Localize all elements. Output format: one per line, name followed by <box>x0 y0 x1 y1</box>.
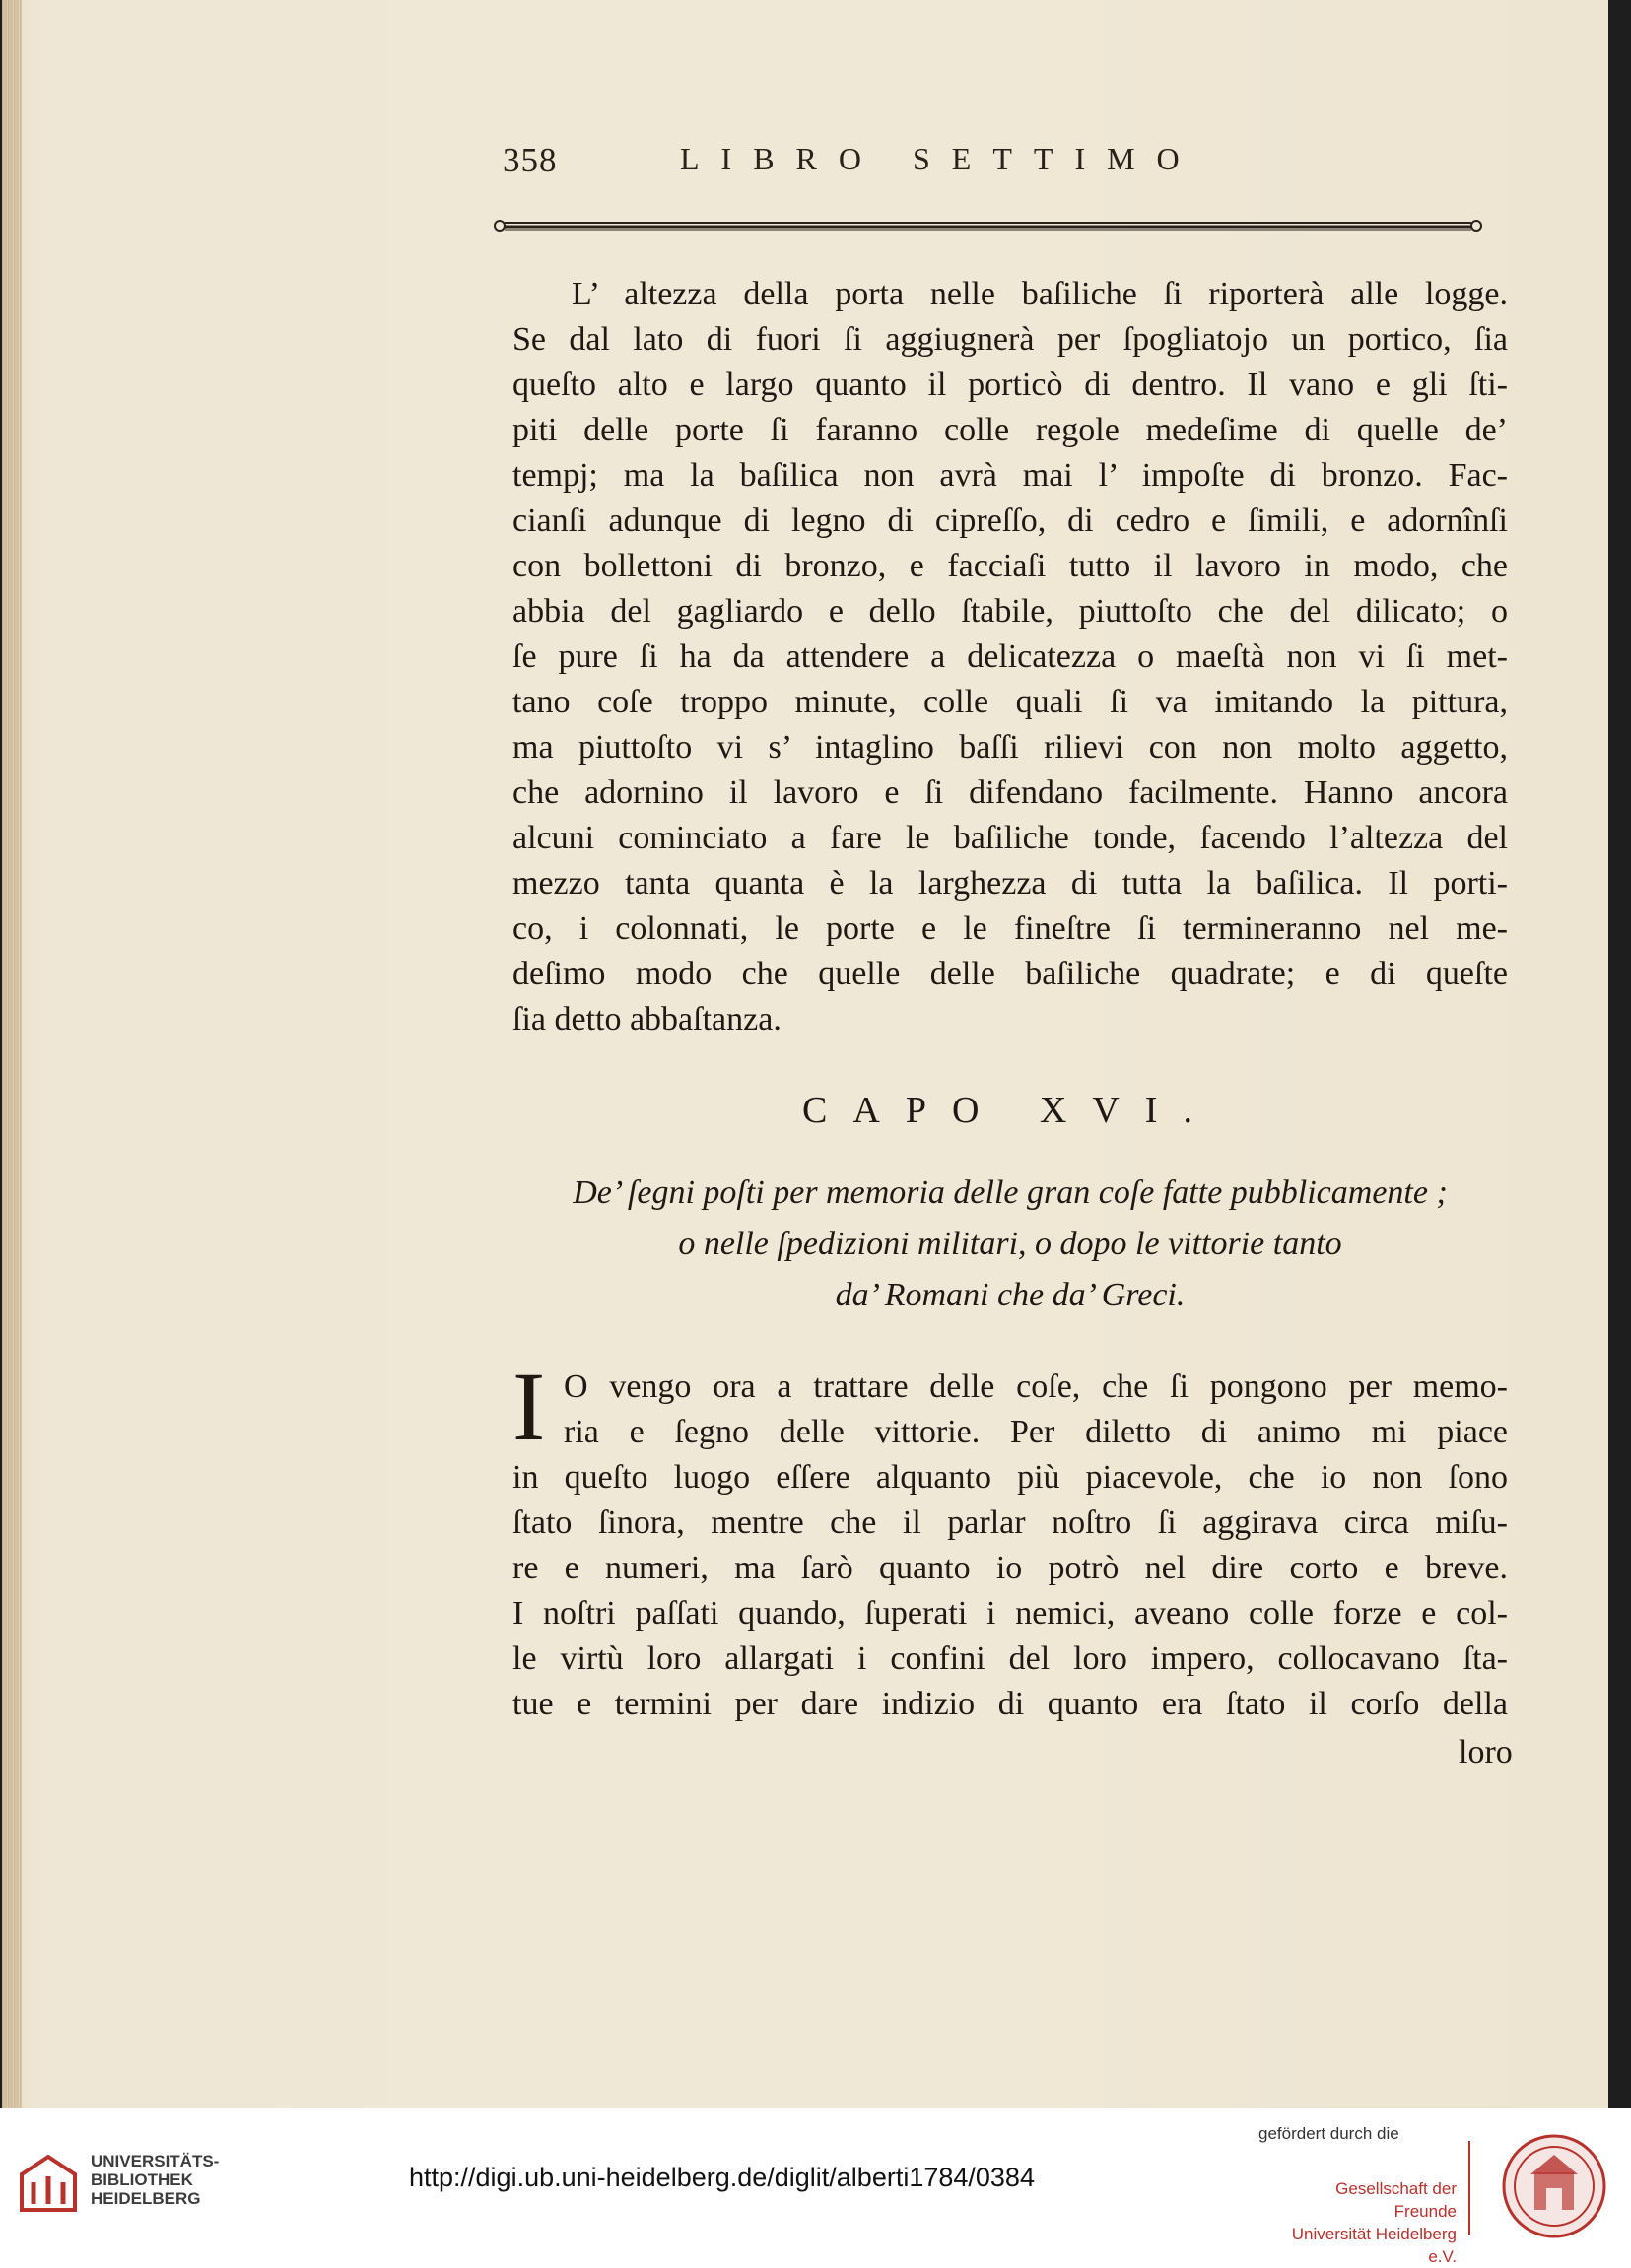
society-name: Gesellschaft der Freunde Universität Heidelberg e.V. <box>1291 2179 1457 2266</box>
text-line: Se dal lato di fuori ſi aggiugnerà per ſpogliatojo un portico, ſia <box>512 321 1508 358</box>
text-line: tano coſe troppo minute, colle quali ſi va imitando la pittura, <box>512 684 1508 720</box>
text-line: alcuni cominciato a fare le baſiliche tonde, facendo l’altezza del <box>512 820 1508 856</box>
text-line: che adornino il lavoro e ſi difendano facilmente. Hanno ancora <box>512 774 1508 811</box>
subtitle-line: o nelle ſpedizioni militari, o dopo le vittorie tanto <box>678 1226 1342 1262</box>
text-line: queſto alto e largo quanto il porticò di dentro. Il vano e gli ſti- <box>512 367 1508 403</box>
text-line: ſia detto abbaſtanza. <box>512 1001 782 1037</box>
chapter-heading: CAPO XVI. <box>802 1090 1218 1131</box>
text-line: piti delle porte ſi faranno colle regole medeſime di quelle de’ <box>512 412 1508 448</box>
text-line: ſtato ſinora, mentre che il parlar noſtro ſi aggirava circa miſu- <box>512 1504 1508 1541</box>
footer-divider <box>1468 2141 1470 2235</box>
library-name: UNIVERSITÄTS- BIBLIOTHEK HEIDELBERG <box>91 2152 220 2208</box>
text-line: deſimo modo che quelle delle baſiliche quadrate; e di queſte <box>512 956 1508 992</box>
text-line: ria e ſegno delle vittorie. Per diletto di animo mi piace <box>564 1414 1508 1450</box>
page-number: 358 <box>503 141 558 179</box>
text-line: I noſtri paſſati quando, ſuperati i nemici, aveano colle forze e col- <box>512 1595 1508 1632</box>
text-line: cianſi adunque di legno di cipreſſo, di cedro e ſimili, e adornînſi <box>512 502 1508 539</box>
text-line: ma piuttoſto vi s’ intaglino baſſi rilievi con non molto aggetto, <box>512 729 1508 766</box>
text-line: le virtù loro allargati i confini del loro impero, collocavano ſta- <box>512 1640 1508 1677</box>
university-seal-icon <box>1501 2133 1607 2239</box>
text-line: tue e termini per dare indizio di quanto era ſtato il corſo della <box>512 1686 1508 1722</box>
text-line: O vengo ora a trattare delle coſe, che ſi pongono per memo- <box>564 1368 1508 1405</box>
text-line: mezzo tanta quanta è la larghezza di tutta la baſilica. Il porti- <box>512 865 1508 901</box>
paragraph-1 <box>512 272 1508 1042</box>
paragraph-2 <box>512 1352 1508 1727</box>
text-line: con bollettoni di bronzo, e facciaſi tutto il lavoro in modo, che <box>512 548 1508 584</box>
permalink-url[interactable]: http://digi.ub.uni-heidelberg.de/diglit/alberti1784/0384 <box>409 2163 1035 2192</box>
library-logo-icon <box>18 2153 79 2214</box>
text-line: L’ altezza della porta nelle baſiliche ſi riporterà alle logge. <box>572 276 1508 312</box>
subtitle-line: da’ Romani che da’ Greci. <box>835 1277 1186 1313</box>
ornamental-rule <box>493 219 1483 233</box>
funded-by-label: gefördert durch die <box>1258 2124 1399 2143</box>
text-line: in queſto luogo eſſere alquanto più piacevole, che io non ſono <box>512 1459 1508 1496</box>
text-line: abbia del gagliardo e dello ſtabile, piuttoſto che del dilicato; o <box>512 593 1508 630</box>
chapter-subtitle <box>512 1167 1508 1321</box>
drop-cap: I <box>512 1352 546 1461</box>
running-title: LIBRO SETTIMO <box>680 141 1201 176</box>
page-edge <box>2 0 22 2108</box>
text-line: re e numeri, ma ſarò quanto io potrò nel dire corto e breve. <box>512 1550 1508 1586</box>
catchword: loro <box>1459 1734 1513 1770</box>
text-line: co, i colonnati, le porte e le fineſtre ſi termineranno nel me- <box>512 910 1508 947</box>
subtitle-line: De’ ſegni poſti per memoria delle gran coſe fatte pubblicamente ; <box>573 1174 1448 1211</box>
text-line: ſe pure ſi ha da attendere a delicatezza o maeſtà non vi ſi met- <box>512 638 1508 675</box>
text-line: tempj; ma la baſilica non avrà mai l’ impoſte di bronzo. Fac- <box>512 457 1508 494</box>
footer-bar <box>0 2108 1631 2266</box>
